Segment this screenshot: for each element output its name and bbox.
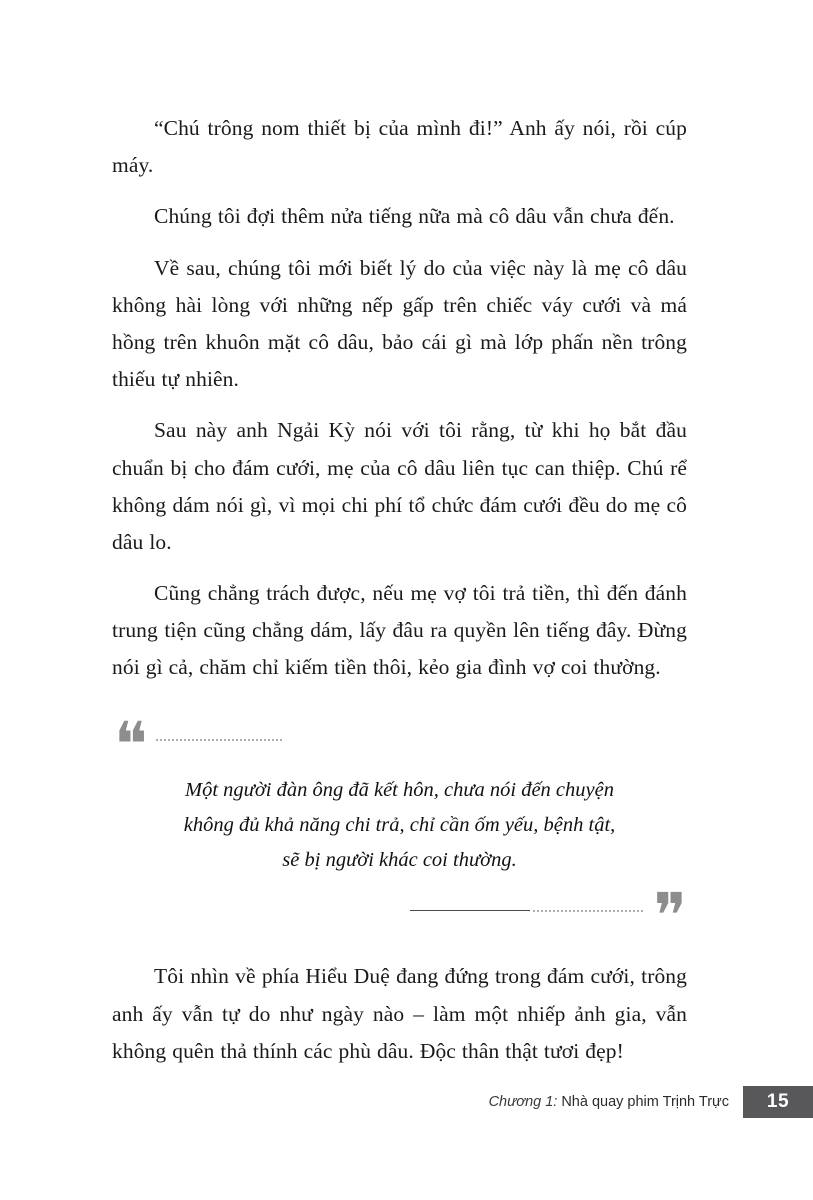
pull-quote-top-decoration [112,707,687,781]
paragraph: Về sau, chúng tôi mới biết lý do của việc này là mẹ cô dâu không hài lòng với những nếp gấp trên chiếc váy cưới và má hồng trên khuôn mặt cô dâu, bảo cái gì mà lớp phấn nền trông thiếu tự nhiên. [112,255,687,392]
pull-quote-line: không đủ khả năng chi trả, chỉ cần ốm yếu, bệnh tật, [183,813,616,836]
page-content [112,110,687,1070]
page-footer [0,1080,813,1200]
pull-quote-line: sẽ bị người khác coi thường. [282,849,517,872]
page-number: 15 [743,1086,813,1118]
paragraph: Sau này anh Ngải Kỳ nói với tôi rằng, từ khi họ bắt đầu chuẩn bị cho đám cưới, mẹ của cô dâu liên tục can thiệp. Chú rể không dám nói gì, vì mọi chi phí tổ chức đám cưới đều do mẹ cô dâu lo. [112,418,687,554]
dotted-rule-right [532,908,644,912]
paragraph: “Chú trông nom thiết bị của mình đi!” Anh ấy nói, rồi cúp máy. [112,116,687,178]
paragraph: Chúng tôi đợi thêm nửa tiếng nữa mà cô dâu vẫn chưa đến. [154,204,675,229]
pull-quote-line: Một người đàn ông đã kết hôn, chưa nói đến chuyện [185,778,614,801]
paragraph: Cũng chẳng trách được, nếu mẹ vợ tôi trả tiền, thì đến đánh trung tiện cũng chẳng dám, lấy đâu ra quyền lên tiếng đây. Đừng nói gì cả, chăm chỉ kiếm tiền thôi, kẻo gia đình vợ coi thường. [112,581,687,680]
dotted-rule-left [155,737,283,741]
footer-inner [489,1086,813,1118]
footer-chapter-title: Nhà quay phim Trịnh Trực [561,1094,729,1110]
paragraph: Tôi nhìn về phía Hiểu Duệ đang đứng trong đám cưới, trông anh ấy vẫn tự do như ngày nào – làm một nhiếp ảnh gia, vẫn không quên thả thính các phù dâu. Độc thân thật tươi đẹp! [112,964,687,1063]
pull-quote-text [112,773,687,879]
solid-rule-right [410,910,530,912]
footer-chapter-line [489,1086,743,1118]
pull-quote [112,707,687,953]
pull-quote-bottom-decoration [112,879,687,953]
footer-chapter-label: Chương 1: [488,1094,558,1110]
quote-close-icon: ❞ [653,879,685,953]
quote-open-icon: ❝ [114,707,146,781]
